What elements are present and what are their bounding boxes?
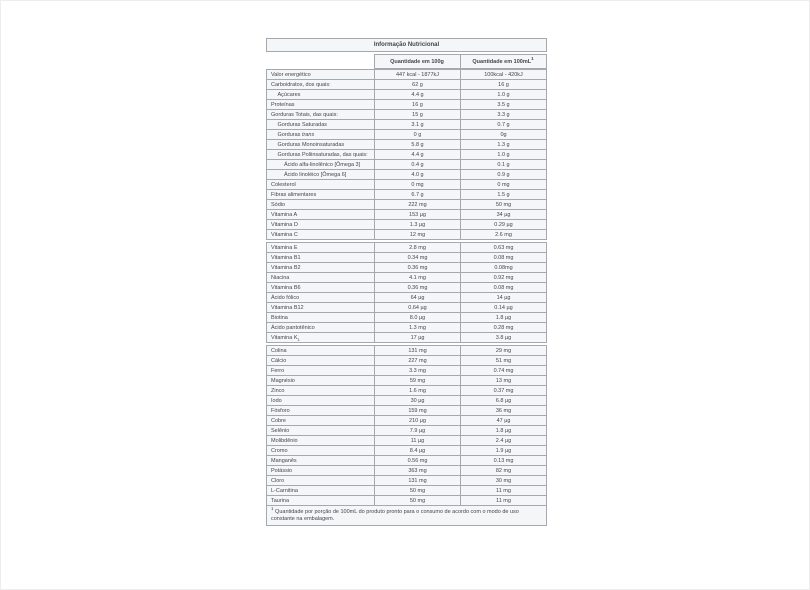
value-100g: 7.9 µg (375, 426, 461, 436)
nutrient-label (267, 436, 375, 446)
value-100g: 16 g (375, 100, 461, 110)
nutrient-label-text: Vitamina K (271, 334, 298, 341)
value-100ml: 47 µg (461, 416, 547, 426)
nutrient-label-text: Ácido alfa-linolênico [Ômega 3] (284, 161, 361, 168)
value-100g: 6.7 g (375, 190, 461, 200)
value-100ml: 1.5 g (461, 190, 547, 200)
value-100g: 8.4 µg (375, 446, 461, 456)
footnote-text: Quantidade por porção de 100mL do produto pronto para o consumo de acordo com o modo de uso constante na embalagem. (271, 508, 519, 522)
nutrient-label (267, 356, 375, 366)
value-100ml: 1.0 g (461, 90, 547, 100)
nutrient-section-1 (266, 69, 547, 240)
value-100ml: 0.63 mg (461, 243, 547, 253)
value-100ml: 0.08 mg (461, 283, 547, 293)
table-row (267, 180, 547, 190)
nutrient-label-text: Gorduras Saturadas (277, 121, 328, 128)
nutrient-label-text: Vitamina A (271, 211, 298, 218)
nutrient-label (267, 323, 375, 333)
value-100g: 50 mg (375, 496, 461, 506)
value-100g: 15 g (375, 110, 461, 120)
value-100ml: 0.28 mg (461, 323, 547, 333)
value-100ml: 3.8 µg (461, 333, 547, 343)
table-row (267, 366, 547, 376)
column-header-100g (374, 55, 460, 69)
value-100g: 64 µg (375, 293, 461, 303)
value-100ml: 1.9 µg (461, 446, 547, 456)
nutrient-label-text: Manganês (271, 457, 297, 464)
nutrient-label (267, 230, 375, 240)
nutrient-label (267, 303, 375, 313)
nutrient-label-text: Ácido linoléico [Ômega 6] (284, 171, 347, 178)
nutrient-label (267, 273, 375, 283)
nutrient-label-text: Colesterol (271, 181, 296, 188)
value-100ml: 0.37 mg (461, 386, 547, 396)
nutrient-label-text: Zinco (271, 387, 285, 394)
value-100ml: 0.13 mg (461, 456, 547, 466)
nutrient-label-text: Gorduras (277, 131, 302, 138)
table-row (267, 406, 547, 416)
table-row (267, 170, 547, 180)
nutrient-label-italic: trans (301, 131, 315, 138)
table-row (267, 426, 547, 436)
value-100ml: 1.8 µg (461, 426, 547, 436)
nutrient-label (267, 476, 375, 486)
table-row (267, 303, 547, 313)
value-100g: 1.3 µg (375, 220, 461, 230)
column-header-100ml-sup: 1 (531, 55, 534, 61)
table-row (267, 150, 547, 160)
value-100g: 0.36 mg (375, 263, 461, 273)
nutrient-label-text: Cálcio (271, 357, 287, 364)
column-header-100g-label: Quantidade em 100g (390, 58, 444, 65)
value-100g: 447 kcal - 1877kJ (375, 70, 461, 80)
nutrient-label (267, 366, 375, 376)
nutrient-label (267, 70, 375, 80)
nutrient-section-3 (266, 345, 547, 506)
nutrient-label-text: Vitamina E (271, 244, 298, 251)
value-100ml: 0.9 g (461, 170, 547, 180)
value-100g: 0 g (375, 130, 461, 140)
nutrient-label-text: Vitamina B1 (271, 254, 301, 261)
table-row (267, 230, 547, 240)
nutrient-label-text: Iodo (271, 397, 282, 404)
column-header-100ml (460, 55, 546, 69)
value-100ml: 11 mg (461, 496, 547, 506)
nutrient-label-text: Açúcares (277, 91, 301, 98)
table-row (267, 80, 547, 90)
nutrient-label-text: Vitamina C (271, 231, 298, 238)
table-row (267, 416, 547, 426)
table-row (267, 200, 547, 210)
table-row (267, 70, 547, 80)
value-100g: 2.8 mg (375, 243, 461, 253)
nutrient-label (267, 263, 375, 273)
table-row (267, 110, 547, 120)
nutrient-label-text: Potássio (271, 467, 293, 474)
nutrient-label (267, 90, 375, 100)
table-row (267, 283, 547, 293)
value-100g: 17 µg (375, 333, 461, 343)
table-row (267, 376, 547, 386)
nutrient-label-text: Taurina (271, 497, 290, 504)
value-100g: 363 mg (375, 466, 461, 476)
nutrient-label (267, 426, 375, 436)
nutrient-label-text: Vitamina B2 (271, 264, 301, 271)
value-100ml: 0g (461, 130, 547, 140)
nutrient-label-text: Vitamina B6 (271, 284, 301, 291)
value-100g: 159 mg (375, 406, 461, 416)
table-row (267, 90, 547, 100)
nutrient-section-2 (266, 242, 547, 343)
table-row (267, 386, 547, 396)
value-100ml: 2.4 µg (461, 436, 547, 446)
value-100ml: 0.14 µg (461, 303, 547, 313)
table-row (267, 333, 547, 343)
value-100ml: 13 mg (461, 376, 547, 386)
value-100g: 0.56 mg (375, 456, 461, 466)
value-100ml: 1.3 g (461, 140, 547, 150)
nutrient-label-text: Cloro (271, 477, 285, 484)
value-100ml: 0.08mg (461, 263, 547, 273)
table-row (267, 100, 547, 110)
value-100g: 12 mg (375, 230, 461, 240)
table-row (267, 210, 547, 220)
table-row (267, 273, 547, 283)
nutrient-label-text: L-Carnitina (271, 487, 298, 494)
nutrient-label (267, 140, 375, 150)
value-100ml: 82 mg (461, 466, 547, 476)
value-100ml: 0.08 mg (461, 253, 547, 263)
nutrient-label-text: Colina (271, 347, 287, 354)
nutrient-label-text: Magnésio (271, 377, 295, 384)
nutrient-label-text: Molibdênio (271, 437, 298, 444)
nutrient-label (267, 486, 375, 496)
nutrient-label (267, 110, 375, 120)
table-row (267, 486, 547, 496)
value-100g: 131 mg (375, 476, 461, 486)
table-row (267, 396, 547, 406)
nutrient-label (267, 253, 375, 263)
nutrient-label-text: Niacina (271, 274, 290, 281)
nutrient-label (267, 313, 375, 323)
value-100g: 3.3 mg (375, 366, 461, 376)
value-100ml: 0.1 g (461, 160, 547, 170)
nutrient-label (267, 456, 375, 466)
table-row (267, 293, 547, 303)
nutrition-table (266, 38, 546, 526)
nutrient-label (267, 190, 375, 200)
table-row (267, 466, 547, 476)
nutrient-label-text: Gorduras Monoinsaturadas (277, 141, 345, 148)
value-100g: 1.6 mg (375, 386, 461, 396)
nutrient-label-text: Vitamina D (271, 221, 298, 228)
value-100ml: 11 mg (461, 486, 547, 496)
nutrient-label (267, 100, 375, 110)
nutrient-label (267, 333, 375, 343)
nutrient-label (267, 180, 375, 190)
nutrient-label (267, 406, 375, 416)
value-100ml: 2.6 mg (461, 230, 547, 240)
value-100ml: 36 mg (461, 406, 547, 416)
nutrient-label-text: Gorduras Poliinsaturadas, das quais: (277, 151, 368, 158)
value-100ml: 6.8 µg (461, 396, 547, 406)
table-row (267, 436, 547, 446)
value-100ml: 1.8 µg (461, 313, 547, 323)
nutrient-label (267, 220, 375, 230)
value-100ml: 100kcal - 420kJ (461, 70, 547, 80)
table-row (267, 130, 547, 140)
value-100g: 59 mg (375, 376, 461, 386)
nutrient-label-text: Valor energético (271, 71, 311, 78)
value-100g: 0.34 mg (375, 253, 461, 263)
nutrient-label-text: Ferro (271, 367, 285, 374)
footnote-sup: 1 (271, 505, 274, 511)
value-100ml: 34 µg (461, 210, 547, 220)
nutrient-label (267, 200, 375, 210)
nutrient-label (267, 496, 375, 506)
nutrient-label (267, 120, 375, 130)
table-row (267, 120, 547, 130)
footnote-block (266, 505, 547, 526)
value-100ml: 29 mg (461, 346, 547, 356)
nutrient-label (267, 160, 375, 170)
table-row (267, 313, 547, 323)
value-100ml: 0.7 g (461, 120, 547, 130)
nutrient-label-text: Selênio (271, 427, 290, 434)
value-100g: 11 µg (375, 436, 461, 446)
value-100g: 5.8 g (375, 140, 461, 150)
value-100g: 227 mg (375, 356, 461, 366)
value-100ml: 3.3 g (461, 110, 547, 120)
value-100g: 4.4 g (375, 150, 461, 160)
nutrient-label-text: Cobre (271, 417, 286, 424)
value-100g: 153 µg (375, 210, 461, 220)
value-100g: 4.1 mg (375, 273, 461, 283)
value-100ml: 14 µg (461, 293, 547, 303)
nutrient-label (267, 376, 375, 386)
nutrient-label-text: Ácido fólico (271, 294, 300, 301)
table-row (267, 190, 547, 200)
nutrient-label (267, 210, 375, 220)
nutrient-label (267, 243, 375, 253)
table-row (267, 263, 547, 273)
value-100g: 0.4 g (375, 160, 461, 170)
column-header-100ml-label: Quantidade em 100mL (472, 58, 532, 65)
nutrient-label (267, 346, 375, 356)
table-row (267, 160, 547, 170)
table-row (267, 496, 547, 506)
nutrient-label (267, 150, 375, 160)
nutrient-label-sub: 1 (297, 336, 300, 342)
table-row (267, 243, 547, 253)
value-100ml: 0.74 mg (461, 366, 547, 376)
value-100ml: 51 mg (461, 356, 547, 366)
header-block (266, 54, 547, 69)
value-100g: 3.1 g (375, 120, 461, 130)
table-row (267, 456, 547, 466)
nutrient-label (267, 283, 375, 293)
nutrient-label-text: Gorduras Totais, das quais: (271, 111, 338, 118)
table-row (267, 220, 547, 230)
value-100g: 62 g (375, 80, 461, 90)
value-100g: 1.3 mg (375, 323, 461, 333)
value-100g: 0.64 µg (375, 303, 461, 313)
value-100g: 8.0 µg (375, 313, 461, 323)
nutrient-label-text: Proteínas (271, 101, 295, 108)
title-block (266, 38, 547, 52)
value-100g: 4.4 g (375, 90, 461, 100)
value-100ml: 50 mg (461, 200, 547, 210)
footnote (267, 506, 547, 526)
nutrient-label (267, 386, 375, 396)
nutrient-label (267, 130, 375, 140)
value-100g: 210 µg (375, 416, 461, 426)
value-100g: 4.0 g (375, 170, 461, 180)
value-100g: 0 mg (375, 180, 461, 190)
table-title: Informação Nutricional (267, 39, 547, 52)
value-100ml: 3.5 g (461, 100, 547, 110)
value-100ml: 0 mg (461, 180, 547, 190)
header-row (266, 55, 546, 69)
table-row (267, 356, 547, 366)
table-row (267, 323, 547, 333)
nutrient-label (267, 466, 375, 476)
nutrient-label (267, 80, 375, 90)
value-100g: 0.36 mg (375, 283, 461, 293)
nutrient-label-text: Biotina (271, 314, 288, 321)
header-blank-cell (266, 55, 374, 69)
nutrient-label-text: Vitamina B12 (271, 304, 304, 311)
nutrient-label (267, 170, 375, 180)
value-100ml: 16 g (461, 80, 547, 90)
table-row (267, 346, 547, 356)
nutrient-label-text: Sódio (271, 201, 286, 208)
value-100ml: 1.0 g (461, 150, 547, 160)
nutrient-label (267, 396, 375, 406)
nutrient-label-text: Cromo (271, 447, 288, 454)
value-100g: 30 µg (375, 396, 461, 406)
nutrient-label-text: Carboidratos, dos quais: (271, 81, 331, 88)
value-100ml: 0.29 µg (461, 220, 547, 230)
table-row (267, 446, 547, 456)
table-row (267, 140, 547, 150)
nutrient-label-text: Fibras alimentares (271, 191, 317, 198)
table-row (267, 476, 547, 486)
table-row (267, 253, 547, 263)
nutrient-label-text: Fósforo (271, 407, 290, 414)
nutrient-label (267, 416, 375, 426)
value-100ml: 0.92 mg (461, 273, 547, 283)
nutrient-label (267, 446, 375, 456)
value-100g: 222 mg (375, 200, 461, 210)
value-100g: 50 mg (375, 486, 461, 496)
value-100ml: 30 mg (461, 476, 547, 486)
nutrient-label (267, 293, 375, 303)
nutrient-label-text: Ácido pantotênico (271, 324, 315, 331)
value-100g: 131 mg (375, 346, 461, 356)
